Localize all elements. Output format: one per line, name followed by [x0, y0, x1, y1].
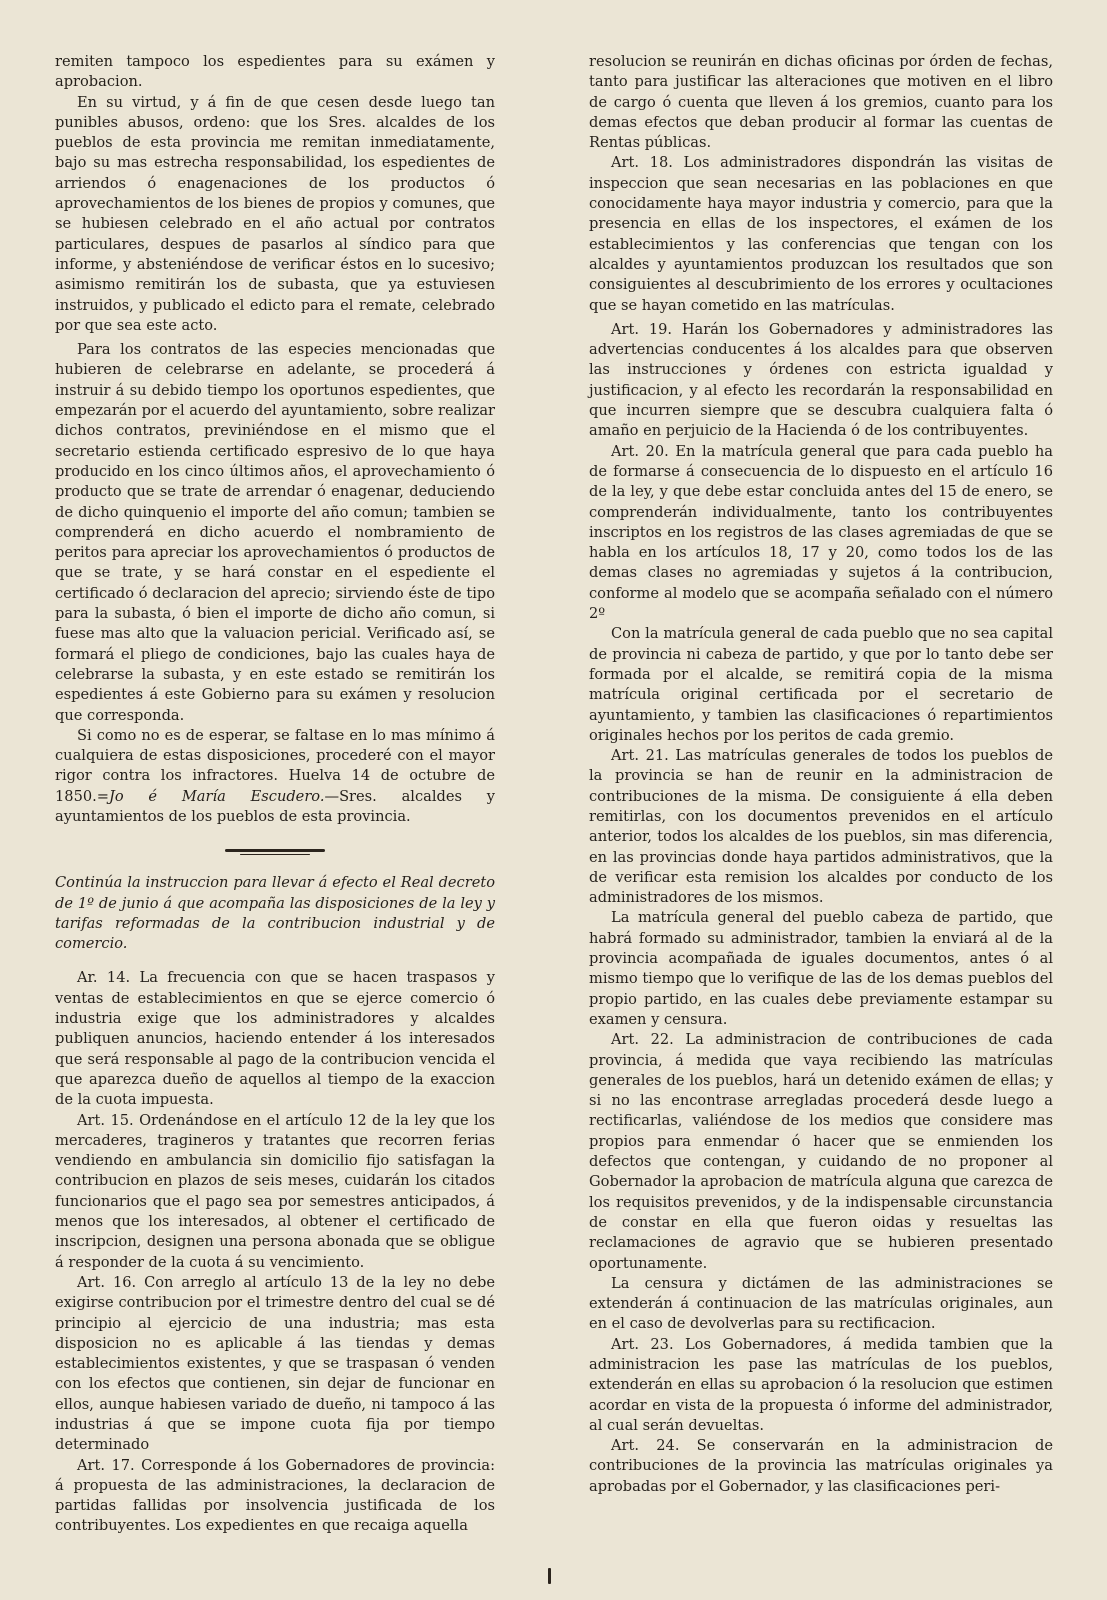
article: Ar. 14. La frecuencia con que se hacen traspasos y ventas de establecimientos en que se ejerce comercio ó industria exige que los administradores y alcaldes publiquen anuncios, haciendo entender á los interesados que será responsable al pago de la contribucion vencida el que aparezca dueño de aquellos al tiempo de la exaccion de la cuota impuesta. — [55, 969, 495, 1109]
right-column — [589, 52, 1053, 1497]
paragraph: Con la matrícula general de cada pueblo que no sea capital de provincia ni cabeza de partido, y que por lo tanto debe ser formada por el alcalde, se remitirá copia de la misma matrícula original certificada por el secretario de ayuntamiento, y tambien las clasificaciones ó repartimientos originales hechos por los peritos de cada gremio. — [589, 625, 1053, 744]
article: Art. 19. Harán los Gobernadores y administradores las advertencias conducentes á los alcaldes para que observen las instrucciones y órdenes con estricta igualdad y justificacion, y al efecto les recordarán la responsabilidad en que incurren siempre que se descubra cualquiera falta ó amaño en perjuicio de la Hacienda ó de los contribuyentes. — [589, 320, 1053, 440]
section-heading: Continúa la instruccion para llevar á efecto el Real decreto de 1º de junio á que acompaña las disposiciones de la ley y tarifas reformadas de la contribucion industrial y de comercio. — [55, 874, 495, 953]
article: Art. 23. Los Gobernadores, á medida tambien que la administracion les pase las matrículas de los pueblos, extenderán en ellas su aprobacion ó la resolucion que estimen acordar en vista de la propuesta ó informe del administrador, al cual serán devueltas. — [589, 1335, 1053, 1434]
closing-paragraph — [55, 726, 495, 827]
paragraph: En su virtud, y á fin de que cesen desde luego tan punibles abusos, ordeno: que los Sres. alcaldes de los pueblos de esta provincia me remitan inmediatamente, bajo su mas estrecha responsabilidad, los espedientes de arriendos ó enagenaciones de los productos ó aprovechamientos de los bienes de propios y comunes, que se hubiesen celebrado en el año actual por contratos particulares, despues de pasarlos al síndico para que informe, y absteniéndose de verificar éstos en lo sucesivo; asimismo remitirán los de subasta, que ya estuviesen instruidos, y publicado el edicto para el remate, celebrado por que sea este acto. — [55, 93, 495, 334]
section-divider — [225, 849, 325, 857]
article: Art. 18. Los administradores dispondrán las visitas de inspeccion que sean necesarias en las poblaciones en que conocidamente haya mayor industria y comercio, para que la presencia en ellas de los inspectores, el exámen de los establecimientos y las conferencias que tengan con los alcaldes y ayuntamientos produzcan los resultados que son consiguientes al descubrimiento de los errores y ocultaciones que se hayan cometido en las matrículas. — [589, 154, 1053, 314]
paragraph: resolucion se reunirán en dichas oficinas por órden de fechas, tanto para justificar las alteraciones que motiven en el libro de cargo ó cuenta que lleven á los gremios, cuanto para los demas efectos que deban producir al formar las cuentas de Rentas públicas. — [589, 53, 1053, 152]
closing-address: —Sres. alcaldes y ayuntamientos de los pueblos de esta provincia. — [55, 787, 495, 825]
article: Art. 22. La administracion de contribuciones de cada provincia, á medida que vaya recibiendo las matrículas generales de los pueblos, hará un detenido exámen de ellas; y si no las encontrase arregladas procederá desde luego a rectificarlas, valiéndose de los medios que considere mas propios para enmendar ó hacer que se enmienden los defectos que contengan, y cuidando de no proponer al Gobernador la aprobacion de matrícula alguna que carezca de los requisitos prevenidos, y de la indispensable circunstancia de constar en ella que fueron oidas y resueltas las reclamaciones de agravio que se hubieren presentado oportunamente. — [589, 1031, 1053, 1272]
paragraph: Para los contratos de las especies mencionadas que hubieren de celebrarse en adelante, se procederá á instruir á su debido tiempo los oportunos espedientes, que empezarán por el acuerdo del ayuntamiento, sobre realizar dichos contratos, previniéndose en el mismo que el secretario estienda certificado espresivo de lo que haya producido en los cinco últimos años, el aprovechamiento ó producto que se trate de arrendar ó enagenar, deduciendo de dicho quinquenio el importe del año comun; tambien se comprenderá en dicho acuerdo el nombramiento de peritos para apreciar los aprovechamientos ó productos de que se trate, y se hará constar en el espediente el certificado ó declaracion del aprecio; sirviendo éste de tipo para la subasta, ó bien el importe de dicho año comun, si fuese mas alto que la valuacion pericial. Verificado así, se formará el pliego de condiciones, bajo las cuales haya de celebrarse la subasta, y en este estado se remitirán los espedientes á este Gobierno para su exámen y resolucion que corresponda. — [55, 341, 495, 724]
gutter-mark — [548, 1568, 551, 1584]
article: Art. 21. Las matrículas generales de todos los pueblos de la provincia se han de reunir en la administracion de contribuciones de la misma. De consiguiente á ella deben remitirlas, con los documentos prevenidos en el artículo anterior, todos los alcaldes de los pueblos, sin mas diferencia, en las provincias donde haya partidos administrativos, que la de verificar esta remision los alcaldes por conducto de los administradores de los mismos. — [589, 747, 1053, 907]
left-column — [55, 52, 495, 1537]
article: Art. 15. Ordenándose en el artículo 12 de la ley que los mercaderes, tragineros y tratantes que recorren ferias vendiendo en ambulancia sin domicilio fijo satisfagan la contribucion en plazos de seis meses, cuidarán los citados funcionarios que el pago sea por semestres anticipados, á menos que los interesados, al obtener el certificado de inscripcion, designen una persona abonada que se obligue á responder de la cuota á su vencimiento. — [55, 1111, 495, 1271]
article: Art. 17. Corresponde á los Gobernadores de provincia: á propuesta de las administraciones, la declaracion de partidas fallidas por insolvencia justificada de los contribuyentes. Los expedientes en que recaiga aquella — [55, 1456, 495, 1535]
paragraph: La censura y dictámen de las administraciones se extenderán á continuacion de las matrículas originales, aun en el caso de devolverlas para su rectificacion. — [589, 1274, 1053, 1333]
article: Art. 20. En la matrícula general que para cada pueblo ha de formarse á consecuencia de lo dispuesto en el artículo 16 de la ley, y que debe estar concluida antes del 15 de enero, se comprenderán individualmente, tanto los contribuyentes inscriptos en los registros de las clases agremiadas de que se habla en los artículos 18, 17 y 20, como todos los de las demas clases no agremiadas y sujetos á la contribucion, conforme al modelo que se acompaña señalado con el número 2º — [589, 442, 1053, 623]
article: Art. 16. Con arreglo al artículo 13 de la ley no debe exigirse contribucion por el trimestre dentro del cual se dé principio al ejercicio de una industria; mas esta disposicion no es aplicable á las tiendas y demas establecimientos existentes, y que se traspasan ó venden con los efectos que contienen, sin dejar de funcionar en ellos, aunque habiesen variado de dueño, ni tampoco á las industrias á que se impone cuota fija por tiempo determinado — [55, 1273, 495, 1454]
paragraph: remiten tampoco los espedientes para su exámen y aprobacion. — [55, 53, 495, 91]
paragraph: La matrícula general del pueblo cabeza de partido, que habrá formado su administrador, tambien la enviará al de la provincia acompañada de iguales documentos, antes ó al mismo tiempo que lo verifique de las de los demas pueblos del propio partido, en las cuales debe previamente estampar su examen y censura. — [589, 909, 1053, 1028]
closing-text: Si como no es de esperar, se faltase en lo mas mínimo á cualquiera de estas disposiciones, procederé con el mayor rigor contra los infractores. Huelva 14 de octubre de 1850.= — [55, 726, 495, 805]
article: Art. 24. Se conservarán en la administracion de contribuciones de la provincia las matrículas originales ya aprobadas por el Gobernador, y las clasificaciones peri- — [589, 1437, 1053, 1495]
signature: Jo é María Escudero. — [109, 787, 325, 805]
